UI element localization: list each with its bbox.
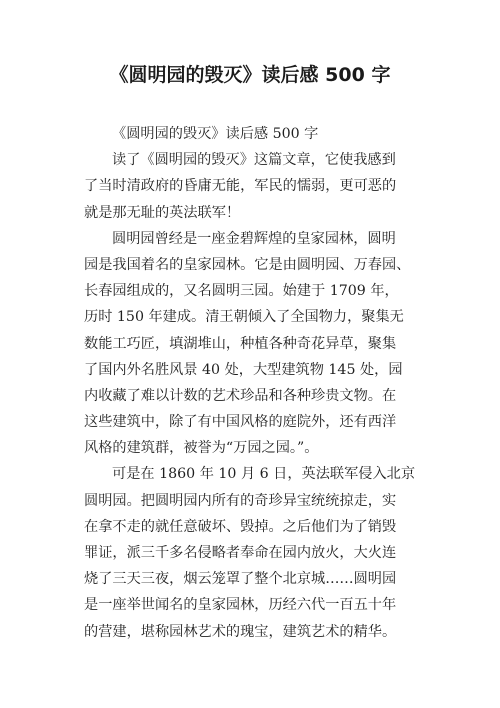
body-line: 在拿不走的就任意破坏、毁掉。之后他们为了销毁 <box>84 518 397 535</box>
body-line: 了国内外名胜风景 40 处，大型建筑物 145 处，园 <box>84 361 403 378</box>
body-line: 园是我国着名的皇家园林。它是由圆明园、万春园、 <box>84 256 411 273</box>
document-body <box>84 121 418 645</box>
body-line: 《圆明园的毁灭》读后感 500 字 <box>112 126 319 142</box>
document-title: 《圆明园的毁灭》读后感 500 字 <box>109 64 391 86</box>
body-line: 历时 150 年建成。清王朝倾入了全国物力，聚集无 <box>84 309 404 326</box>
body-line: 罪证，派三千多名侵略者奉命在园内放火，大火连 <box>84 545 397 561</box>
body-line: 是一座举世闻名的皇家园林，历经六代一百五十年 <box>84 597 397 614</box>
body-line: 的营建，堪称园林艺术的瑰宝，建筑艺术的精华。 <box>84 623 397 640</box>
body-line: 可是在 1860 年 10 月 6 日，英法联军侵入北京 <box>112 466 416 483</box>
body-line: 风格的建筑群，被誉为“万园之园。”。 <box>84 440 319 457</box>
body-line: 了当时清政府的昏庸无能，军民的懦弱，更可恶的 <box>84 178 397 195</box>
body-line: 圆明园曾经是一座金碧辉煌的皇家园林，圆明 <box>112 230 396 247</box>
body-line: 数能工巧匠，填湖堆山，种植各种奇花异草，聚集 <box>84 335 397 352</box>
body-line: 烧了三天三夜，烟云笼罩了整个北京城……圆明园 <box>84 571 397 588</box>
body-line: 内收藏了难以计数的艺术珍品和各种珍贵文物。在 <box>84 387 397 404</box>
body-line: 这些建筑中，除了有中国风格的庭院外，还有西洋 <box>84 414 397 431</box>
body-line: 长春园组成的，又名圆明三园。始建于 1709 年， <box>84 283 399 300</box>
body-line: 就是那无耻的英法联军！ <box>84 204 241 221</box>
body-line: 圆明园。把圆明园内所有的奇珍异宝统统掠走，实 <box>84 492 397 509</box>
body-line: 读了《圆明园的毁灭》这篇文章，它使我感到 <box>112 152 396 169</box>
